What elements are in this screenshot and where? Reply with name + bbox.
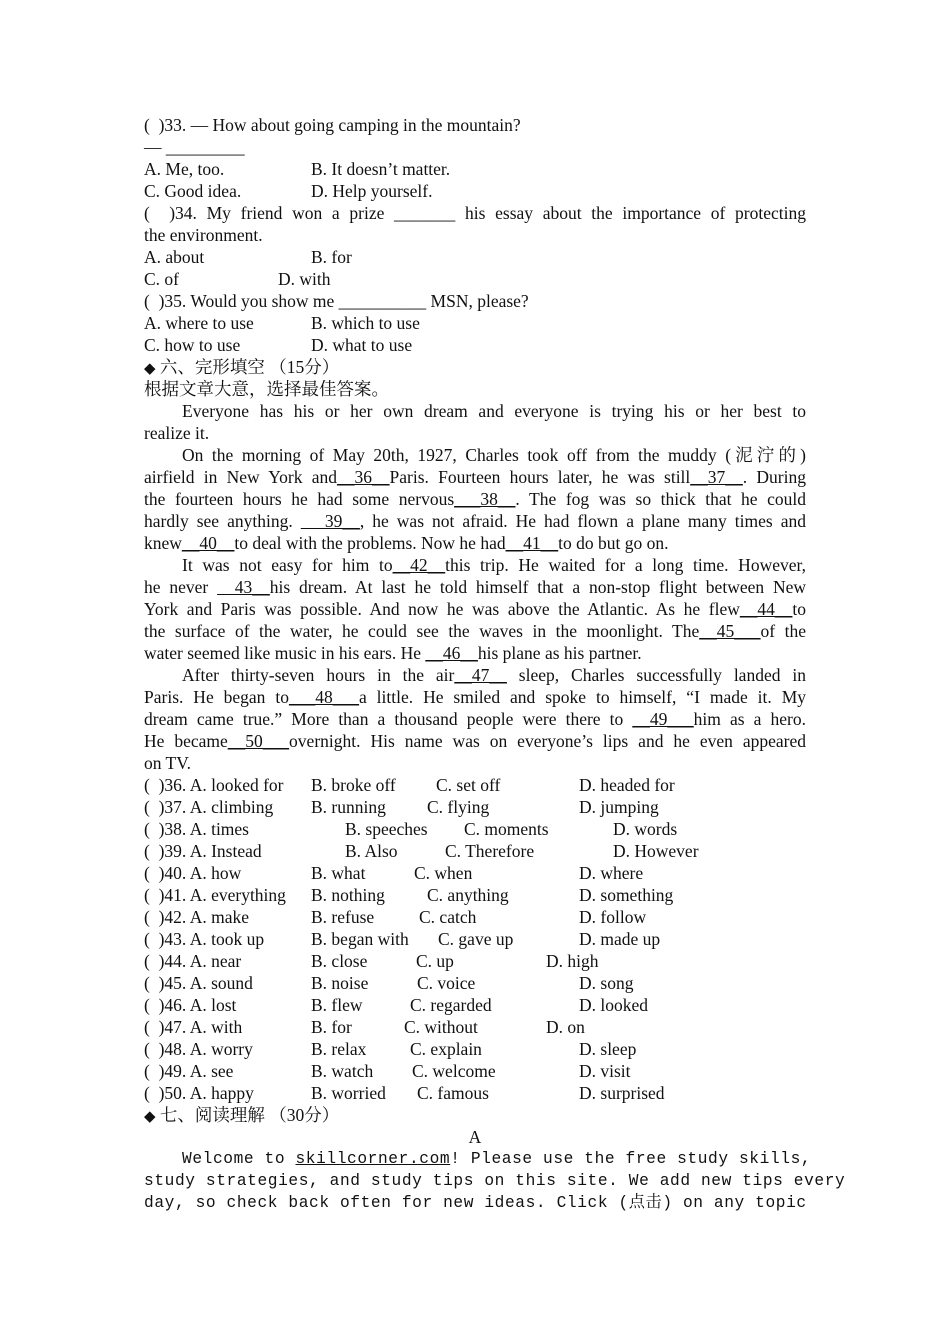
text-run: Paris. He began to bbox=[144, 687, 289, 707]
section-7-heading bbox=[144, 1104, 806, 1126]
option-num-a: ( )46. A. lost bbox=[144, 995, 237, 1015]
text-run: dream came true.” More than a thousand people were there to bbox=[144, 709, 624, 729]
option-d: D. headed for bbox=[579, 775, 675, 795]
blank-43: 43__ bbox=[217, 577, 270, 597]
q35-options-row-1 bbox=[144, 312, 806, 334]
text-run: . During bbox=[742, 467, 806, 487]
option-num-a: ( )37. A. climbing bbox=[144, 797, 274, 817]
option-b: B. broke off bbox=[311, 775, 396, 795]
blank-48: ___48___ bbox=[288, 687, 359, 707]
cloze-p2-line-5 bbox=[144, 532, 806, 554]
q34-option-d: D. with bbox=[278, 269, 331, 289]
option-row-41 bbox=[144, 884, 806, 906]
option-b: B. speeches bbox=[345, 819, 428, 839]
option-num-a: ( )42. A. make bbox=[144, 907, 249, 927]
text-run: knew bbox=[144, 533, 182, 553]
cloze-p3-line-4 bbox=[144, 620, 806, 642]
blank-45: __45___ bbox=[699, 621, 761, 641]
text-run: Paris. Fourteen hours later, he was still bbox=[389, 467, 691, 487]
text-run: It was not easy for him to bbox=[182, 555, 393, 575]
option-c: C. famous bbox=[417, 1083, 489, 1103]
text-run: his dream. At last he told himself that a non-stop flight between New bbox=[269, 577, 806, 597]
text-run: water seemed like music in his ears. He bbox=[144, 643, 421, 663]
q34-options-row-2 bbox=[144, 268, 806, 290]
option-d: D. sleep bbox=[579, 1039, 637, 1059]
q33-options-row-1 bbox=[144, 158, 806, 180]
option-d: D. follow bbox=[579, 907, 647, 927]
q33-options-row-2 bbox=[144, 180, 806, 202]
text-run: . The fog was so thick that he could bbox=[515, 489, 807, 509]
option-b: B. began with bbox=[311, 929, 409, 949]
passage-a-label: A bbox=[468, 1127, 482, 1147]
cloze-p2-line-2 bbox=[144, 466, 806, 488]
option-d: D. surprised bbox=[579, 1083, 665, 1103]
section-6-heading bbox=[144, 356, 806, 378]
option-d: D. jumping bbox=[579, 797, 659, 817]
option-row-49 bbox=[144, 1060, 806, 1082]
blank-40: __40__ bbox=[181, 533, 235, 553]
option-b: B. what bbox=[311, 863, 366, 883]
q35-options-row-2 bbox=[144, 334, 806, 356]
q34-option-a: A. about bbox=[144, 247, 205, 267]
option-b: B. worried bbox=[311, 1083, 386, 1103]
option-row-45 bbox=[144, 972, 806, 994]
text-run: the surface of the water, he could see the waves in the moonlight. The bbox=[144, 621, 700, 641]
text-run: his plane as his partner. bbox=[477, 643, 642, 663]
option-row-42 bbox=[144, 906, 806, 928]
text-run: hardly see anything. bbox=[144, 511, 293, 531]
option-d: D. song bbox=[579, 973, 634, 993]
text-run: overnight. His name was on everyone’s lips and he even appeared bbox=[289, 731, 806, 751]
q35-option-a: A. where to use bbox=[144, 313, 254, 333]
option-num-a: ( )50. A. happy bbox=[144, 1083, 254, 1103]
reading-line-2: study strategies, and study tips on this site. We add new tips every bbox=[144, 1172, 846, 1190]
cloze-p3-line-5 bbox=[144, 642, 806, 664]
text-run: a little. He smiled and spoke to himself, “I made it. My bbox=[358, 687, 806, 707]
blank-50: __50___ bbox=[227, 731, 290, 751]
text-run: , he was not afraid. He had flown a plane many times and bbox=[359, 511, 807, 531]
option-num-a: ( )44. A. near bbox=[144, 951, 242, 971]
cloze-p4-line-2 bbox=[144, 686, 806, 708]
cloze-p3-line-1 bbox=[144, 554, 806, 576]
text-run: He became bbox=[144, 731, 228, 751]
option-c: C. set off bbox=[436, 775, 501, 795]
option-b: B. for bbox=[311, 1017, 352, 1037]
option-d: D. However bbox=[613, 841, 699, 861]
exam-content bbox=[144, 114, 846, 1214]
option-num-a: ( )49. A. see bbox=[144, 1061, 234, 1081]
option-d: D. visit bbox=[579, 1061, 631, 1081]
option-num-a: ( )41. A. everything bbox=[144, 885, 286, 905]
text-run: to do but go on. bbox=[558, 533, 669, 553]
diamond-bullet-icon: ◆ bbox=[144, 361, 156, 377]
text-run: sleep, Charles successfully landed in bbox=[518, 665, 806, 685]
blank-46: __46__ bbox=[425, 643, 478, 663]
blank-39: 39__ bbox=[300, 511, 360, 531]
option-b: B. close bbox=[311, 951, 368, 971]
option-d: D. something bbox=[579, 885, 674, 905]
option-d: D. made up bbox=[579, 929, 661, 949]
section-7-title: 七、阅读理解 （30分） bbox=[159, 1105, 340, 1125]
blank-36: __36__ bbox=[337, 467, 390, 487]
blank-42: __42__ bbox=[392, 555, 446, 575]
option-b: B. running bbox=[311, 797, 386, 817]
option-num-a: ( )47. A. with bbox=[144, 1017, 243, 1037]
option-d: D. words bbox=[613, 819, 678, 839]
q35-stem: ( )35. Would you show me __________ MSN, please? bbox=[144, 291, 529, 311]
section-6-instruction: 根据文章大意，选择最佳答案。 bbox=[144, 379, 389, 399]
option-b: B. refuse bbox=[311, 907, 375, 927]
option-row-48 bbox=[144, 1038, 806, 1060]
option-row-37 bbox=[144, 796, 806, 818]
q35-option-d: D. what to use bbox=[311, 335, 413, 355]
option-c: C. when bbox=[414, 863, 473, 883]
section-6-title: 六、完形填空 （15分） bbox=[159, 357, 340, 377]
option-row-44 bbox=[144, 950, 806, 972]
option-row-36 bbox=[144, 774, 806, 796]
cloze-p3-line-3 bbox=[144, 598, 806, 620]
text-run: to bbox=[792, 599, 806, 619]
cloze-p3-line-2 bbox=[144, 576, 806, 598]
option-b: B. Also bbox=[345, 841, 398, 861]
cloze-p1-line-2: realize it. bbox=[144, 423, 210, 443]
q34-option-b: B. for bbox=[311, 247, 352, 267]
option-row-50 bbox=[144, 1082, 806, 1104]
q34-options-row-1 bbox=[144, 246, 806, 268]
q35-option-c: C. how to use bbox=[144, 335, 241, 355]
q33-reply: — _________ bbox=[144, 137, 245, 157]
option-c: C. anything bbox=[427, 885, 509, 905]
q33-option-c: C. Good idea. bbox=[144, 181, 242, 201]
option-b: B. nothing bbox=[311, 885, 385, 905]
option-row-47 bbox=[144, 1016, 806, 1038]
q33-option-b: B. It doesn’t matter. bbox=[311, 159, 451, 179]
blank-38: ___38__ bbox=[454, 489, 516, 509]
option-c: C. flying bbox=[427, 797, 490, 817]
option-b: B. flew bbox=[311, 995, 363, 1015]
blank-47: __47__ bbox=[454, 665, 507, 685]
option-row-40 bbox=[144, 862, 806, 884]
reading-line-3: day, so check back often for new ideas. Click (点击) on any topic bbox=[144, 1194, 807, 1212]
text-run: ! Please use the free study skills, bbox=[450, 1150, 812, 1168]
reading-line-1 bbox=[144, 1148, 812, 1170]
option-b: B. relax bbox=[311, 1039, 367, 1059]
option-c: C. gave up bbox=[438, 929, 514, 949]
option-c: C. regarded bbox=[410, 995, 492, 1015]
option-c: C. catch bbox=[419, 907, 477, 927]
text-run: he never bbox=[144, 577, 209, 597]
option-c: C. explain bbox=[410, 1039, 482, 1059]
option-c: C. up bbox=[416, 951, 454, 971]
q33-option-a: A. Me, too. bbox=[144, 159, 225, 179]
cloze-p4-line-3 bbox=[144, 708, 806, 730]
skillcorner-link[interactable]: skillcorner.com bbox=[295, 1150, 451, 1168]
q34-stem-line-1: ( )34. My friend won a prize _______ his essay about the importance of protecting bbox=[144, 203, 806, 223]
option-c: C. moments bbox=[464, 819, 549, 839]
cloze-p2-line-3 bbox=[144, 488, 806, 510]
text-run: of the bbox=[760, 621, 806, 641]
cloze-options bbox=[144, 774, 806, 1104]
text-run: the fourteen hours he had some nervous bbox=[144, 489, 455, 509]
option-num-a: ( )39. A. Instead bbox=[144, 841, 262, 861]
q33-option-d: D. Help yourself. bbox=[311, 181, 433, 201]
option-c: C. Therefore bbox=[445, 841, 535, 861]
option-c: C. welcome bbox=[412, 1061, 496, 1081]
option-num-a: ( )36. A. looked for bbox=[144, 775, 284, 795]
option-b: B. noise bbox=[311, 973, 369, 993]
option-d: D. high bbox=[546, 951, 599, 971]
q35-option-b: B. which to use bbox=[311, 313, 420, 333]
q34-option-c: C. of bbox=[144, 269, 179, 289]
text-run: airfield in New York and bbox=[144, 467, 338, 487]
diamond-bullet-icon: ◆ bbox=[144, 1109, 156, 1125]
cloze-p2-line-4 bbox=[144, 510, 806, 532]
cloze-p4-line-4 bbox=[144, 730, 806, 752]
text-run: him as a hero. bbox=[693, 709, 806, 729]
cloze-p2-line-1: On the morning of May 20th, 1927, Charles took off from the muddy (泥泞的) bbox=[182, 445, 806, 465]
option-num-a: ( )40. A. how bbox=[144, 863, 242, 883]
blank-41: __41__ bbox=[505, 533, 559, 553]
cloze-p4-line-1 bbox=[144, 664, 806, 686]
text-run: Welcome to bbox=[182, 1150, 286, 1168]
option-b: B. watch bbox=[311, 1061, 374, 1081]
option-d: D. where bbox=[579, 863, 644, 883]
blank-49: __49___ bbox=[632, 709, 694, 729]
option-row-43 bbox=[144, 928, 806, 950]
text-run: York and Paris was possible. And now he was above the Atlantic. As he flew bbox=[144, 599, 740, 619]
option-row-38 bbox=[144, 818, 806, 840]
blank-44: __44__ bbox=[739, 599, 793, 619]
option-num-a: ( )43. A. took up bbox=[144, 929, 265, 949]
option-d: D. on bbox=[546, 1017, 585, 1037]
text-run: this trip. He waited for a long time. However, bbox=[445, 555, 806, 575]
option-d: D. looked bbox=[579, 995, 649, 1015]
option-num-a: ( )38. A. times bbox=[144, 819, 249, 839]
q33-stem: ( )33. — How about going camping in the mountain? bbox=[144, 115, 521, 135]
blank-37: __37__ bbox=[690, 467, 743, 487]
option-num-a: ( )48. A. worry bbox=[144, 1039, 253, 1059]
option-row-39 bbox=[144, 840, 806, 862]
option-c: C. voice bbox=[417, 973, 476, 993]
cloze-p4-line-5: on TV. bbox=[144, 753, 192, 773]
text-run: After thirty-seven hours in the air bbox=[182, 665, 455, 685]
option-num-a: ( )45. A. sound bbox=[144, 973, 253, 993]
option-row-46 bbox=[144, 994, 806, 1016]
option-c: C. without bbox=[404, 1017, 478, 1037]
cloze-p1-line-1: Everyone has his or her own dream and everyone is trying his or her best to bbox=[182, 401, 806, 421]
text-run: to deal with the problems. Now he had bbox=[234, 533, 506, 553]
q34-stem-line-2: the environment. bbox=[144, 225, 263, 245]
